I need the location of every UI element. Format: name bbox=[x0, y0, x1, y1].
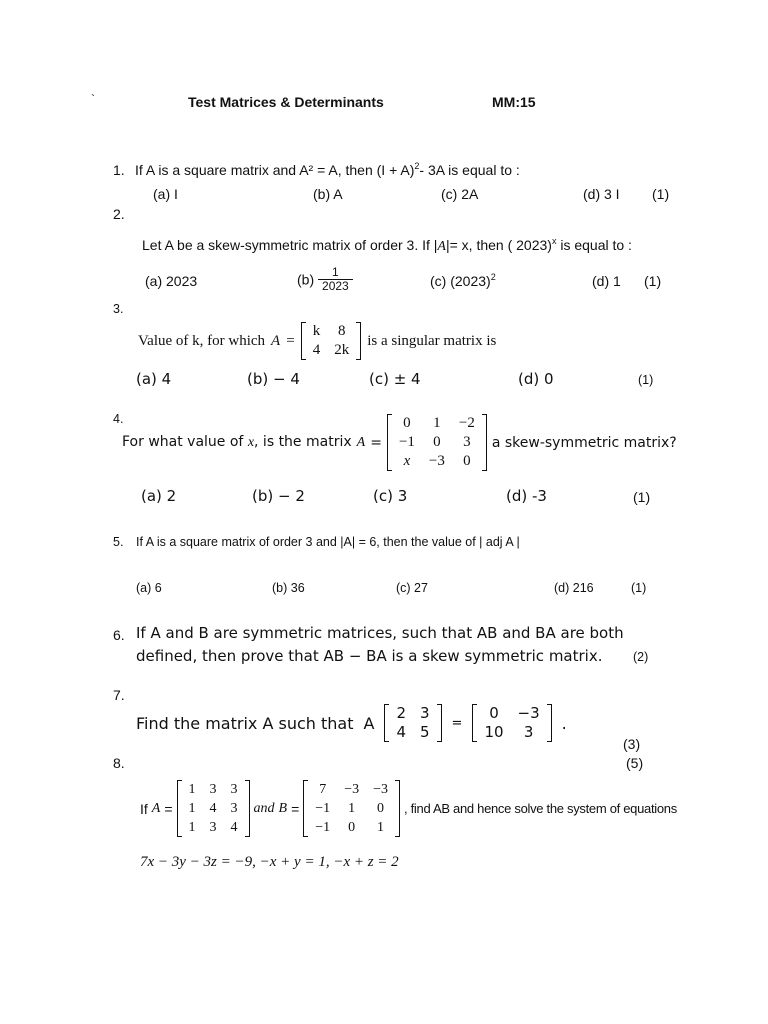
q8-number: 8. bbox=[113, 755, 125, 771]
q6-marks: (2) bbox=[633, 650, 649, 664]
q3-text: Value of k, for which A = k 8 4 2k is a singular matrix is bbox=[138, 323, 497, 358]
q2-fraction: $\frac{1}{2023}$ bbox=[318, 266, 353, 293]
q1-option-d: (d) 3 I bbox=[583, 186, 620, 202]
q8-text: If A = 1 3 3 1 4 3 1 3 4 and B = 7 −3 −3 −1 1 0 −1 0 1 , find AB and hence solve the system of equations bbox=[140, 782, 677, 835]
q3-option-b: (b) − 4 bbox=[247, 370, 300, 388]
q2-marks: (1) bbox=[644, 273, 662, 289]
q5-option-b: (b) 36 bbox=[272, 581, 305, 595]
q2-option-d: (d) 1 bbox=[592, 273, 621, 289]
q5-marks: (1) bbox=[631, 581, 647, 595]
q3-option-c: (c) ± 4 bbox=[369, 370, 421, 388]
q1-option-c: (c) 2A bbox=[441, 186, 479, 202]
q1-text: If A is a square matrix and A² = A, then $(I + A)^2-$ 3A is equal to : bbox=[135, 161, 520, 178]
q1-option-b: (b) A bbox=[313, 186, 343, 202]
q2-option-a: (a) 2023 bbox=[145, 273, 198, 289]
q3-matrix: k 8 4 2k bbox=[301, 322, 362, 360]
q8-matrix-a: 1 3 3 1 4 3 1 3 4 bbox=[177, 780, 250, 837]
q3-option-a: (a) 4 bbox=[136, 370, 172, 388]
header-mark: ` bbox=[91, 92, 95, 106]
q4-marks: (1) bbox=[633, 489, 651, 505]
q8-equations: 7x − 3y − 3z = −9, −x + y = 1, −x + z = 2 bbox=[140, 854, 399, 870]
q3-number: 3. bbox=[113, 302, 124, 316]
q1-number: 1. bbox=[113, 162, 125, 178]
q5-number: 5. bbox=[113, 535, 124, 549]
q6-line2: defined, then prove that AB − BA is a skew symmetric matrix. bbox=[136, 647, 603, 665]
q1-option-a: (a) I bbox=[153, 186, 178, 202]
q3-marks: (1) bbox=[638, 373, 654, 387]
q4-text: For what value of x, is the matrix A = 0 1 −2 −1 0 3 x −3 0 a skew-symmetric matrix? bbox=[122, 415, 677, 469]
q5-text: If A is a square matrix of order 3 and |A| = 6, then the value of | adj A | bbox=[136, 535, 520, 549]
q4-option-d: (d) -3 bbox=[506, 487, 547, 505]
q7-marks: (3) bbox=[623, 736, 641, 752]
q6-line1: If A and B are symmetric matrices, such that AB and BA are both bbox=[136, 624, 624, 642]
q2-text: Let A be a skew-symmetric matrix of order 3. If |A|= x, then ( 2023)$^x$ is equal to : bbox=[142, 236, 632, 254]
q4-option-a: (a) 2 bbox=[141, 487, 177, 505]
q2-number: 2. bbox=[113, 206, 125, 222]
q1-marks: (1) bbox=[652, 186, 670, 202]
q4-option-b: (b) − 2 bbox=[252, 487, 305, 505]
q6-number: 6. bbox=[113, 627, 125, 643]
q3-option-d: (d) 0 bbox=[518, 370, 554, 388]
q7-matrix-right: 0 −3 10 3 bbox=[472, 704, 551, 742]
page-title: Test Matrices & Determinants bbox=[188, 94, 384, 110]
q4-matrix: 0 1 −2 −1 0 3 x −3 0 bbox=[387, 414, 487, 471]
q7-matrix-left: 2 3 4 5 bbox=[384, 704, 441, 742]
q8-matrix-b: 7 −3 −3 −1 1 0 −1 0 1 bbox=[303, 780, 400, 837]
q4-number: 4. bbox=[113, 412, 124, 426]
q5-option-d: (d) 216 bbox=[554, 581, 594, 595]
q8-marks: (5) bbox=[626, 755, 644, 771]
q2-option-b: (b) $\frac{1}{2023}$ bbox=[297, 266, 353, 293]
max-marks: MM:15 bbox=[492, 94, 536, 110]
q4-option-c: (c) 3 bbox=[373, 487, 408, 505]
q7-text: Find the matrix A such that A 2 3 4 5 = 0 −3 10 3 . bbox=[136, 704, 567, 741]
q5-option-a: (a) 6 bbox=[136, 581, 162, 595]
q2-option-c: (c) $(2023)^2$ bbox=[430, 272, 496, 289]
q5-option-c: (c) 27 bbox=[396, 581, 428, 595]
q7-number: 7. bbox=[113, 687, 125, 703]
